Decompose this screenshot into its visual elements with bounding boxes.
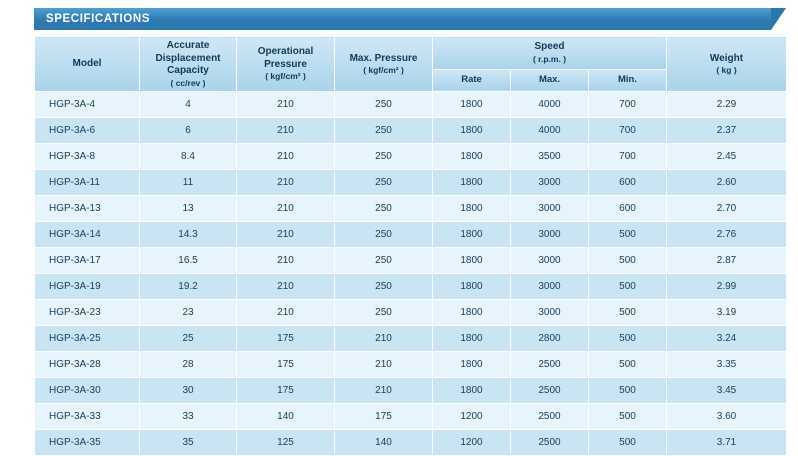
table-cell-weight: 3.71 <box>667 430 787 456</box>
table-cell-max: 2500 <box>511 352 589 378</box>
table-cell-displacement: 19.2 <box>140 274 237 300</box>
column-header-max-pressure-label: Max. Pressure <box>349 52 418 64</box>
table-cell-min: 500 <box>589 222 667 248</box>
table-cell-max: 4000 <box>511 118 589 144</box>
column-header-displacement <box>140 37 237 92</box>
table-cell-min: 600 <box>589 170 667 196</box>
column-header-operational-pressure-label: Operational Pressure <box>257 46 314 70</box>
table-cell-min: 500 <box>589 430 667 456</box>
table-row <box>35 248 787 274</box>
table-cell-min: 500 <box>589 274 667 300</box>
table-cell-model: HGP-3A-23 <box>35 300 140 326</box>
table-header-row-1 <box>35 37 787 70</box>
column-header-operational-pressure-unit: ( kgf/cm² ) <box>265 71 306 82</box>
specifications-table <box>34 36 787 456</box>
table-cell-displacement: 14.3 <box>140 222 237 248</box>
table-cell-displacement: 35 <box>140 430 237 456</box>
table-cell-model: HGP-3A-8 <box>35 144 140 170</box>
table-cell-max: 3000 <box>511 248 589 274</box>
table-cell-model: HGP-3A-6 <box>35 118 140 144</box>
table-cell-rate: 1800 <box>433 196 511 222</box>
column-header-max-pressure-unit: ( kgf/cm² ) <box>363 65 404 75</box>
table-cell-max: 2500 <box>511 404 589 430</box>
table-cell-model: HGP-3A-28 <box>35 352 140 378</box>
table-cell-model: HGP-3A-19 <box>35 274 140 300</box>
table-cell-max: 3000 <box>511 300 589 326</box>
table-cell-max-pressure: 175 <box>335 404 433 430</box>
table-cell-min: 600 <box>589 196 667 222</box>
table-cell-displacement: 28 <box>140 352 237 378</box>
table-cell-max-pressure: 250 <box>335 144 433 170</box>
table-cell-weight: 3.24 <box>667 326 787 352</box>
page-title: SPECIFICATIONS <box>46 13 151 25</box>
table-cell-operational-pressure: 210 <box>237 274 335 300</box>
table-cell-max-pressure: 250 <box>335 274 433 300</box>
table-cell-max: 3000 <box>511 274 589 300</box>
table-row <box>35 274 787 300</box>
table-cell-weight: 2.29 <box>667 92 787 118</box>
specifications-table-wrapper <box>34 36 786 456</box>
table-cell-displacement: 30 <box>140 378 237 404</box>
table-cell-weight: 2.87 <box>667 248 787 274</box>
table-cell-displacement: 23 <box>140 300 237 326</box>
table-cell-displacement: 13 <box>140 196 237 222</box>
table-cell-displacement: 11 <box>140 170 237 196</box>
column-header-max-pressure <box>335 37 433 92</box>
table-cell-rate: 1800 <box>433 274 511 300</box>
column-header-displacement-label: Accurate Displacement Capacity <box>155 40 221 76</box>
table-cell-rate: 1800 <box>433 118 511 144</box>
table-cell-min: 500 <box>589 248 667 274</box>
table-cell-max: 2500 <box>511 378 589 404</box>
table-row <box>35 170 787 196</box>
table-cell-min: 500 <box>589 300 667 326</box>
table-cell-max-pressure: 250 <box>335 196 433 222</box>
table-cell-weight: 2.76 <box>667 222 787 248</box>
table-cell-rate: 1800 <box>433 352 511 378</box>
table-cell-rate: 1800 <box>433 248 511 274</box>
table-cell-max-pressure: 250 <box>335 248 433 274</box>
table-cell-operational-pressure: 175 <box>237 352 335 378</box>
column-header-speed-max: Max. <box>511 69 589 92</box>
table-cell-max-pressure: 250 <box>335 222 433 248</box>
table-cell-model: HGP-3A-13 <box>35 196 140 222</box>
table-cell-max: 2500 <box>511 430 589 456</box>
column-header-displacement-unit: ( cc/rev ) <box>170 77 206 88</box>
column-header-speed-label: Speed <box>534 41 565 53</box>
table-cell-min: 500 <box>589 326 667 352</box>
table-cell-model: HGP-3A-35 <box>35 430 140 456</box>
table-cell-operational-pressure: 125 <box>237 430 335 456</box>
table-cell-max-pressure: 250 <box>335 92 433 118</box>
table-cell-displacement: 8.4 <box>140 144 237 170</box>
table-cell-weight: 2.99 <box>667 274 787 300</box>
table-cell-operational-pressure: 210 <box>237 92 335 118</box>
table-row <box>35 404 787 430</box>
table-cell-max-pressure: 250 <box>335 300 433 326</box>
table-cell-displacement: 33 <box>140 404 237 430</box>
table-cell-displacement: 6 <box>140 118 237 144</box>
table-cell-rate: 1800 <box>433 92 511 118</box>
table-cell-max: 3000 <box>511 170 589 196</box>
table-cell-min: 700 <box>589 92 667 118</box>
table-cell-operational-pressure: 210 <box>237 118 335 144</box>
table-cell-rate: 1800 <box>433 222 511 248</box>
table-row <box>35 92 787 118</box>
table-row <box>35 196 787 222</box>
table-cell-min: 700 <box>589 144 667 170</box>
table-cell-max-pressure: 250 <box>335 170 433 196</box>
table-head <box>35 37 787 92</box>
table-cell-min: 500 <box>589 404 667 430</box>
table-cell-rate: 1200 <box>433 404 511 430</box>
table-cell-operational-pressure: 210 <box>237 300 335 326</box>
table-cell-operational-pressure: 210 <box>237 170 335 196</box>
table-cell-rate: 1800 <box>433 378 511 404</box>
table-cell-displacement: 4 <box>140 92 237 118</box>
table-cell-min: 700 <box>589 118 667 144</box>
table-cell-model: HGP-3A-33 <box>35 404 140 430</box>
table-cell-operational-pressure: 175 <box>237 378 335 404</box>
section-banner <box>34 8 786 30</box>
column-header-speed-min: Min. <box>589 69 667 92</box>
table-cell-operational-pressure: 140 <box>237 404 335 430</box>
table-row <box>35 378 787 404</box>
table-cell-rate: 1200 <box>433 430 511 456</box>
table-cell-max-pressure: 210 <box>335 378 433 404</box>
table-row <box>35 118 787 144</box>
table-body <box>35 92 787 456</box>
table-cell-max-pressure: 250 <box>335 118 433 144</box>
table-cell-weight: 3.19 <box>667 300 787 326</box>
table-cell-weight: 3.60 <box>667 404 787 430</box>
table-cell-operational-pressure: 210 <box>237 222 335 248</box>
column-header-speed-unit: ( r.p.m. ) <box>532 53 567 64</box>
table-cell-model: HGP-3A-14 <box>35 222 140 248</box>
table-cell-operational-pressure: 210 <box>237 144 335 170</box>
table-cell-displacement: 25 <box>140 326 237 352</box>
column-header-operational-pressure <box>237 37 335 92</box>
table-row <box>35 222 787 248</box>
table-cell-max-pressure: 210 <box>335 352 433 378</box>
table-cell-weight: 3.45 <box>667 378 787 404</box>
table-cell-rate: 1800 <box>433 170 511 196</box>
table-cell-weight: 2.37 <box>667 118 787 144</box>
table-cell-max: 4000 <box>511 92 589 118</box>
table-cell-displacement: 16.5 <box>140 248 237 274</box>
table-cell-max: 2800 <box>511 326 589 352</box>
table-cell-max: 3000 <box>511 222 589 248</box>
column-header-weight-unit: ( kg ) <box>716 65 737 75</box>
column-header-model: Model <box>35 37 140 92</box>
table-cell-rate: 1800 <box>433 300 511 326</box>
table-cell-operational-pressure: 210 <box>237 196 335 222</box>
table-cell-max: 3000 <box>511 196 589 222</box>
table-cell-model: HGP-3A-25 <box>35 326 140 352</box>
table-cell-rate: 1800 <box>433 144 511 170</box>
table-cell-operational-pressure: 175 <box>237 326 335 352</box>
table-cell-operational-pressure: 210 <box>237 248 335 274</box>
table-cell-min: 500 <box>589 352 667 378</box>
table-cell-model: HGP-3A-4 <box>35 92 140 118</box>
table-cell-model: HGP-3A-30 <box>35 378 140 404</box>
table-cell-max: 3500 <box>511 144 589 170</box>
table-row <box>35 430 787 456</box>
table-cell-model: HGP-3A-17 <box>35 248 140 274</box>
column-header-weight-label: Weight <box>709 52 744 64</box>
table-cell-min: 500 <box>589 378 667 404</box>
table-cell-max-pressure: 140 <box>335 430 433 456</box>
table-cell-weight: 2.60 <box>667 170 787 196</box>
table-cell-weight: 2.70 <box>667 196 787 222</box>
column-header-speed-rate: Rate <box>433 69 511 92</box>
table-row <box>35 326 787 352</box>
table-cell-weight: 3.35 <box>667 352 787 378</box>
banner-tail-icon <box>771 8 786 30</box>
table-row <box>35 352 787 378</box>
table-cell-model: HGP-3A-11 <box>35 170 140 196</box>
table-cell-rate: 1800 <box>433 326 511 352</box>
table-row <box>35 300 787 326</box>
table-cell-weight: 2.45 <box>667 144 787 170</box>
table-cell-max-pressure: 210 <box>335 326 433 352</box>
column-header-speed <box>433 37 667 70</box>
column-header-weight <box>667 37 787 92</box>
table-row <box>35 144 787 170</box>
